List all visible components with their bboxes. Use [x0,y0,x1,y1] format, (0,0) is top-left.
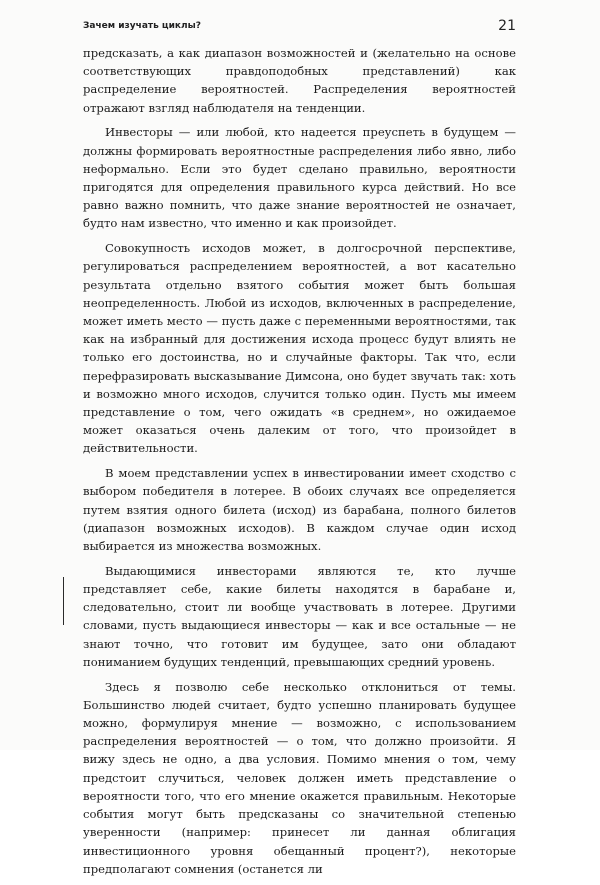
running-header [83,18,516,34]
running-title: Зачем изучать циклы? [83,21,201,31]
margin-mark [63,577,64,625]
paragraph: предсказать, а как диапазон возможностей и (желательно на основе соответствующих правдоподобных представлений) как распределение вероятностей. Распределения вероятностей отражают взгляд наблюдателя на тенденции. [83,46,516,115]
paragraph: Совокупность исходов может, в долгосрочной перспективе, регулироваться распределением вероятностей, а вот касательно результата отдельно взятого события может быть большая неопределенность. Любой из исходов, включенных в распределение, может иметь место — пусть даже с переменными вероятностями, так как на избранный для достижения исхода процесс будут влиять не только его достоинства, но и случайные факторы. Так что, если перефразировать высказывание Димсона, оно будет звучать так: хоть и возможно много исходов, случится только один. Пусть мы имеем представление о том, чего ожидать «в среднем», но ожидаемое может оказаться очень далеким от того, что произойдет в действительности. [83,241,516,456]
page-number: 21 [498,18,516,34]
paragraph: Здесь я позволю себе несколько отклониться от темы. Большинство людей считает, будто успешно планировать будущее можно, формулируя мнение — возможно, с использованием распределения вероятностей — о том, что должно произойти. Я вижу здесь не одно, а два условия. Помимо мнения о том, чему предстоит случиться, человек должен иметь представление о вероятности того, что его мнение окажется правильным. Некоторые события могут быть предсказаны со значительной степенью уверенности (например: принесет ли данная облигация инвестиционного уровня обещанный процент?), некоторые предполагают сомнения (останется ли [83,679,516,876]
paragraph: Инвесторы — или любой, кто надеется преуспеть в будущем — должны формировать вероятностные распределения либо явно, либо неформально. Если это будет сделано правильно, вероятности пригодятся для определения правильного курса действий. Но все равно важно помнить, что даже знание вероятностей не означает, будто нам известно, что именно и как произойдет. [83,125,516,231]
body-text [83,44,516,885]
paragraph: Выдающимися инвесторами являются те, кто лучше представляет себе, какие билеты находятся в барабане и, следовательно, стоит ли вообще участвовать в лотерее. Другими словами, пусть выдающиеся инвесторы — как и все остальные — не знают точно, что готовит им будущее, зато они обладают пониманием будущих тенденций, превышающих средний уровень. [83,563,516,669]
paragraph: В моем представлении успех в инвестировании имеет сходство с выбором победителя в лотерее. В обоих случаях все определяется путем взятия одного билета (исход) из барабана, полного билетов (диапазон возможных исходов). В каждом случае один исход выбирается из множества возможных. [83,466,516,554]
